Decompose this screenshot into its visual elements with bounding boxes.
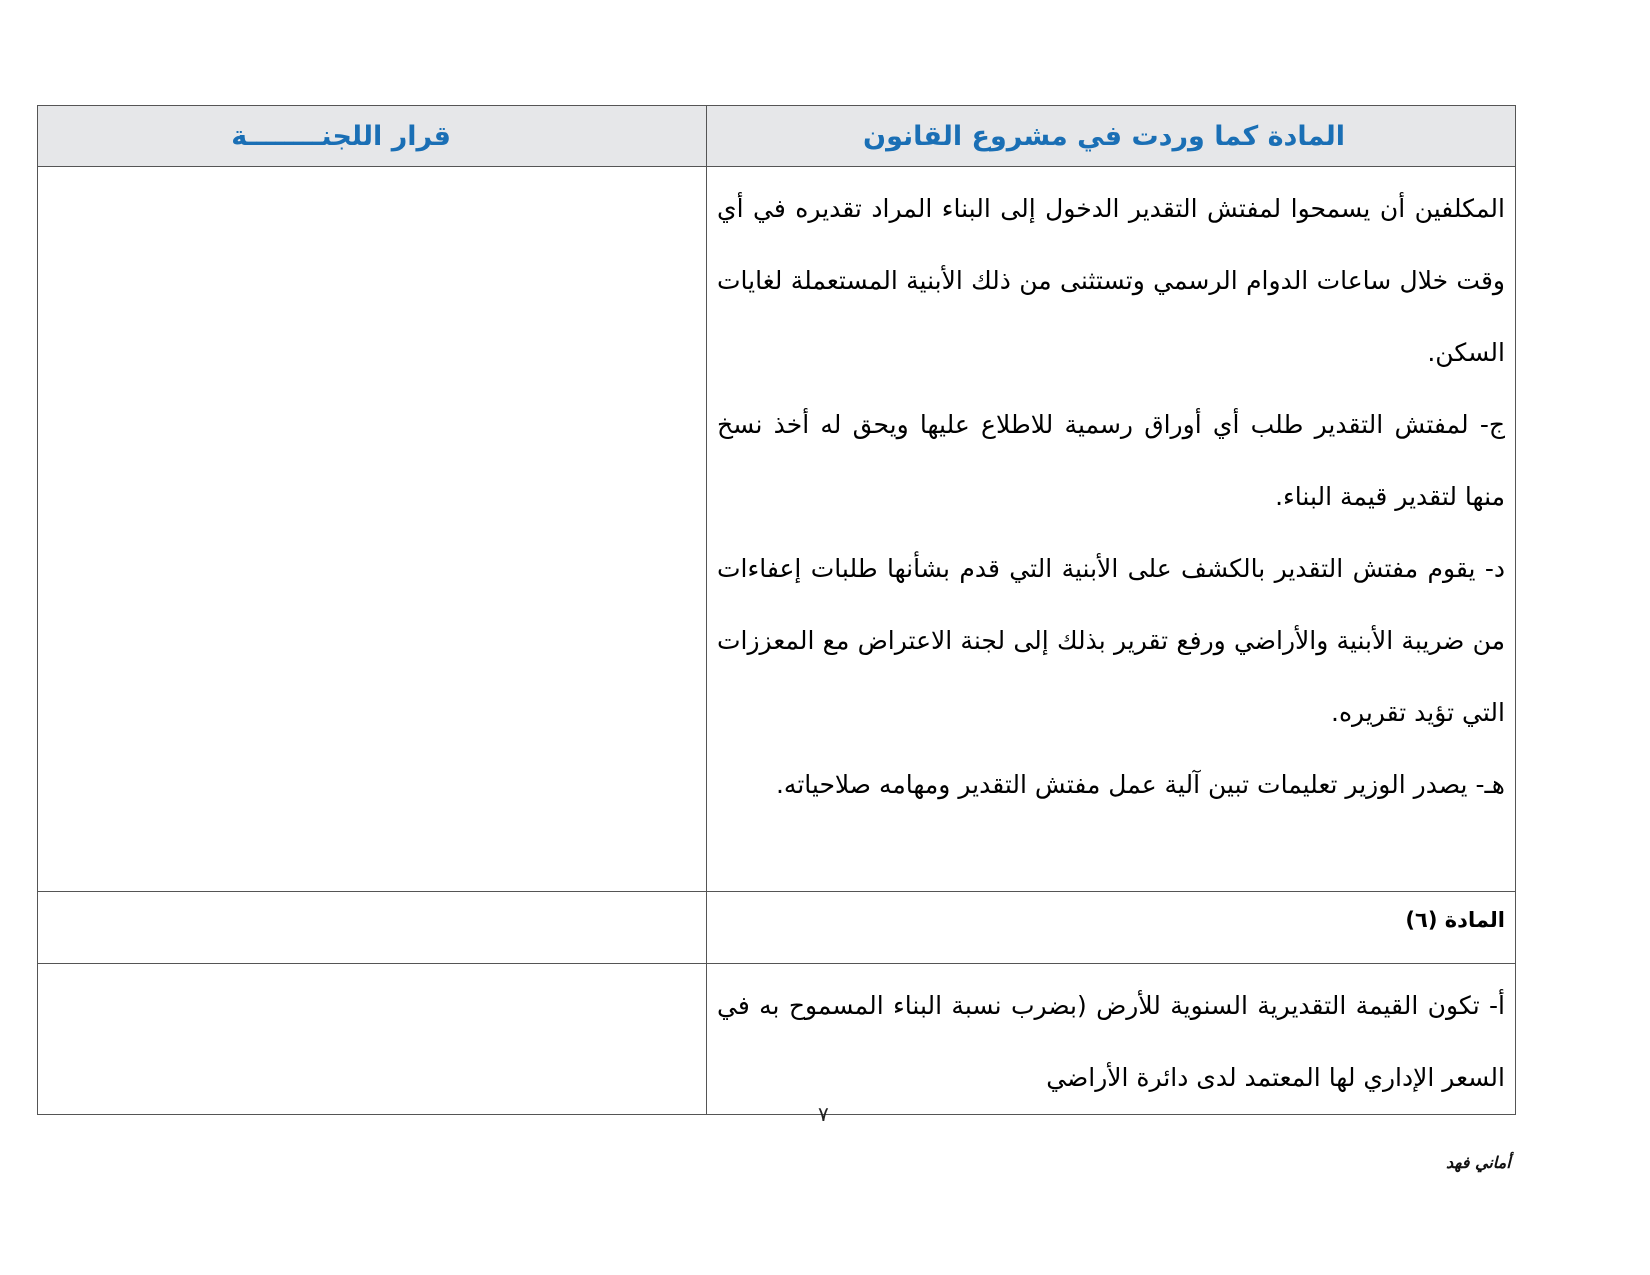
bill-paragraph-a: أ- تكون القيمة التقديرية السنوية للأرض (بضرب نسبة البناء المسموح به في السعر الإداري لها المعتمد لدى دائرة الأراضي	[717, 991, 1505, 1092]
bill-text-cell	[707, 964, 1516, 1115]
bill-paragraph-c: ج- لمفتش التقدير طلب أي أوراق رسمية للاطلاع عليها ويحق له أخذ نسخ منها لتقدير قيمة البناء.	[717, 410, 1505, 511]
article-title: المادة (٦)	[707, 892, 1516, 964]
page-number: ٧	[818, 1102, 829, 1126]
decision-cell	[38, 167, 707, 892]
bill-paragraph-d: د- يقوم مفتش التقدير بالكشف على الأبنية التي قدم بشأنها طلبات إعفاءات من ضريبة الأبنية والأراضي ورفع تقرير بذلك إلى لجنة الاعتراض مع المعززات التي تؤيد تقريره.	[717, 554, 1505, 727]
header-committee-decision: قرار اللجنــــــــة	[38, 106, 707, 167]
decision-cell	[38, 892, 707, 964]
bill-paragraph-e: هـ- يصدر الوزير تعليمات تبين آلية عمل مفتش التقدير ومهامه صلاحياته.	[775, 770, 1505, 799]
bill-paragraph: المكلفين أن يسمحوا لمفتش التقدير الدخول إلى البناء المراد تقديره في أي وقت خلال ساعات الدوام الرسمي وتستثنى من ذلك الأبنية المستعملة لغايات السكن.	[717, 194, 1505, 367]
comparison-table	[37, 105, 1516, 1115]
signature: أماني فهد	[1446, 1153, 1511, 1172]
bill-text-cell	[707, 167, 1516, 892]
table-row	[38, 167, 1516, 892]
table-row	[38, 964, 1516, 1115]
decision-cell	[38, 964, 707, 1115]
table-header-row	[38, 106, 1516, 167]
header-bill-article: المادة كما وردت في مشروع القانون	[707, 106, 1516, 167]
table-row	[38, 892, 1516, 964]
